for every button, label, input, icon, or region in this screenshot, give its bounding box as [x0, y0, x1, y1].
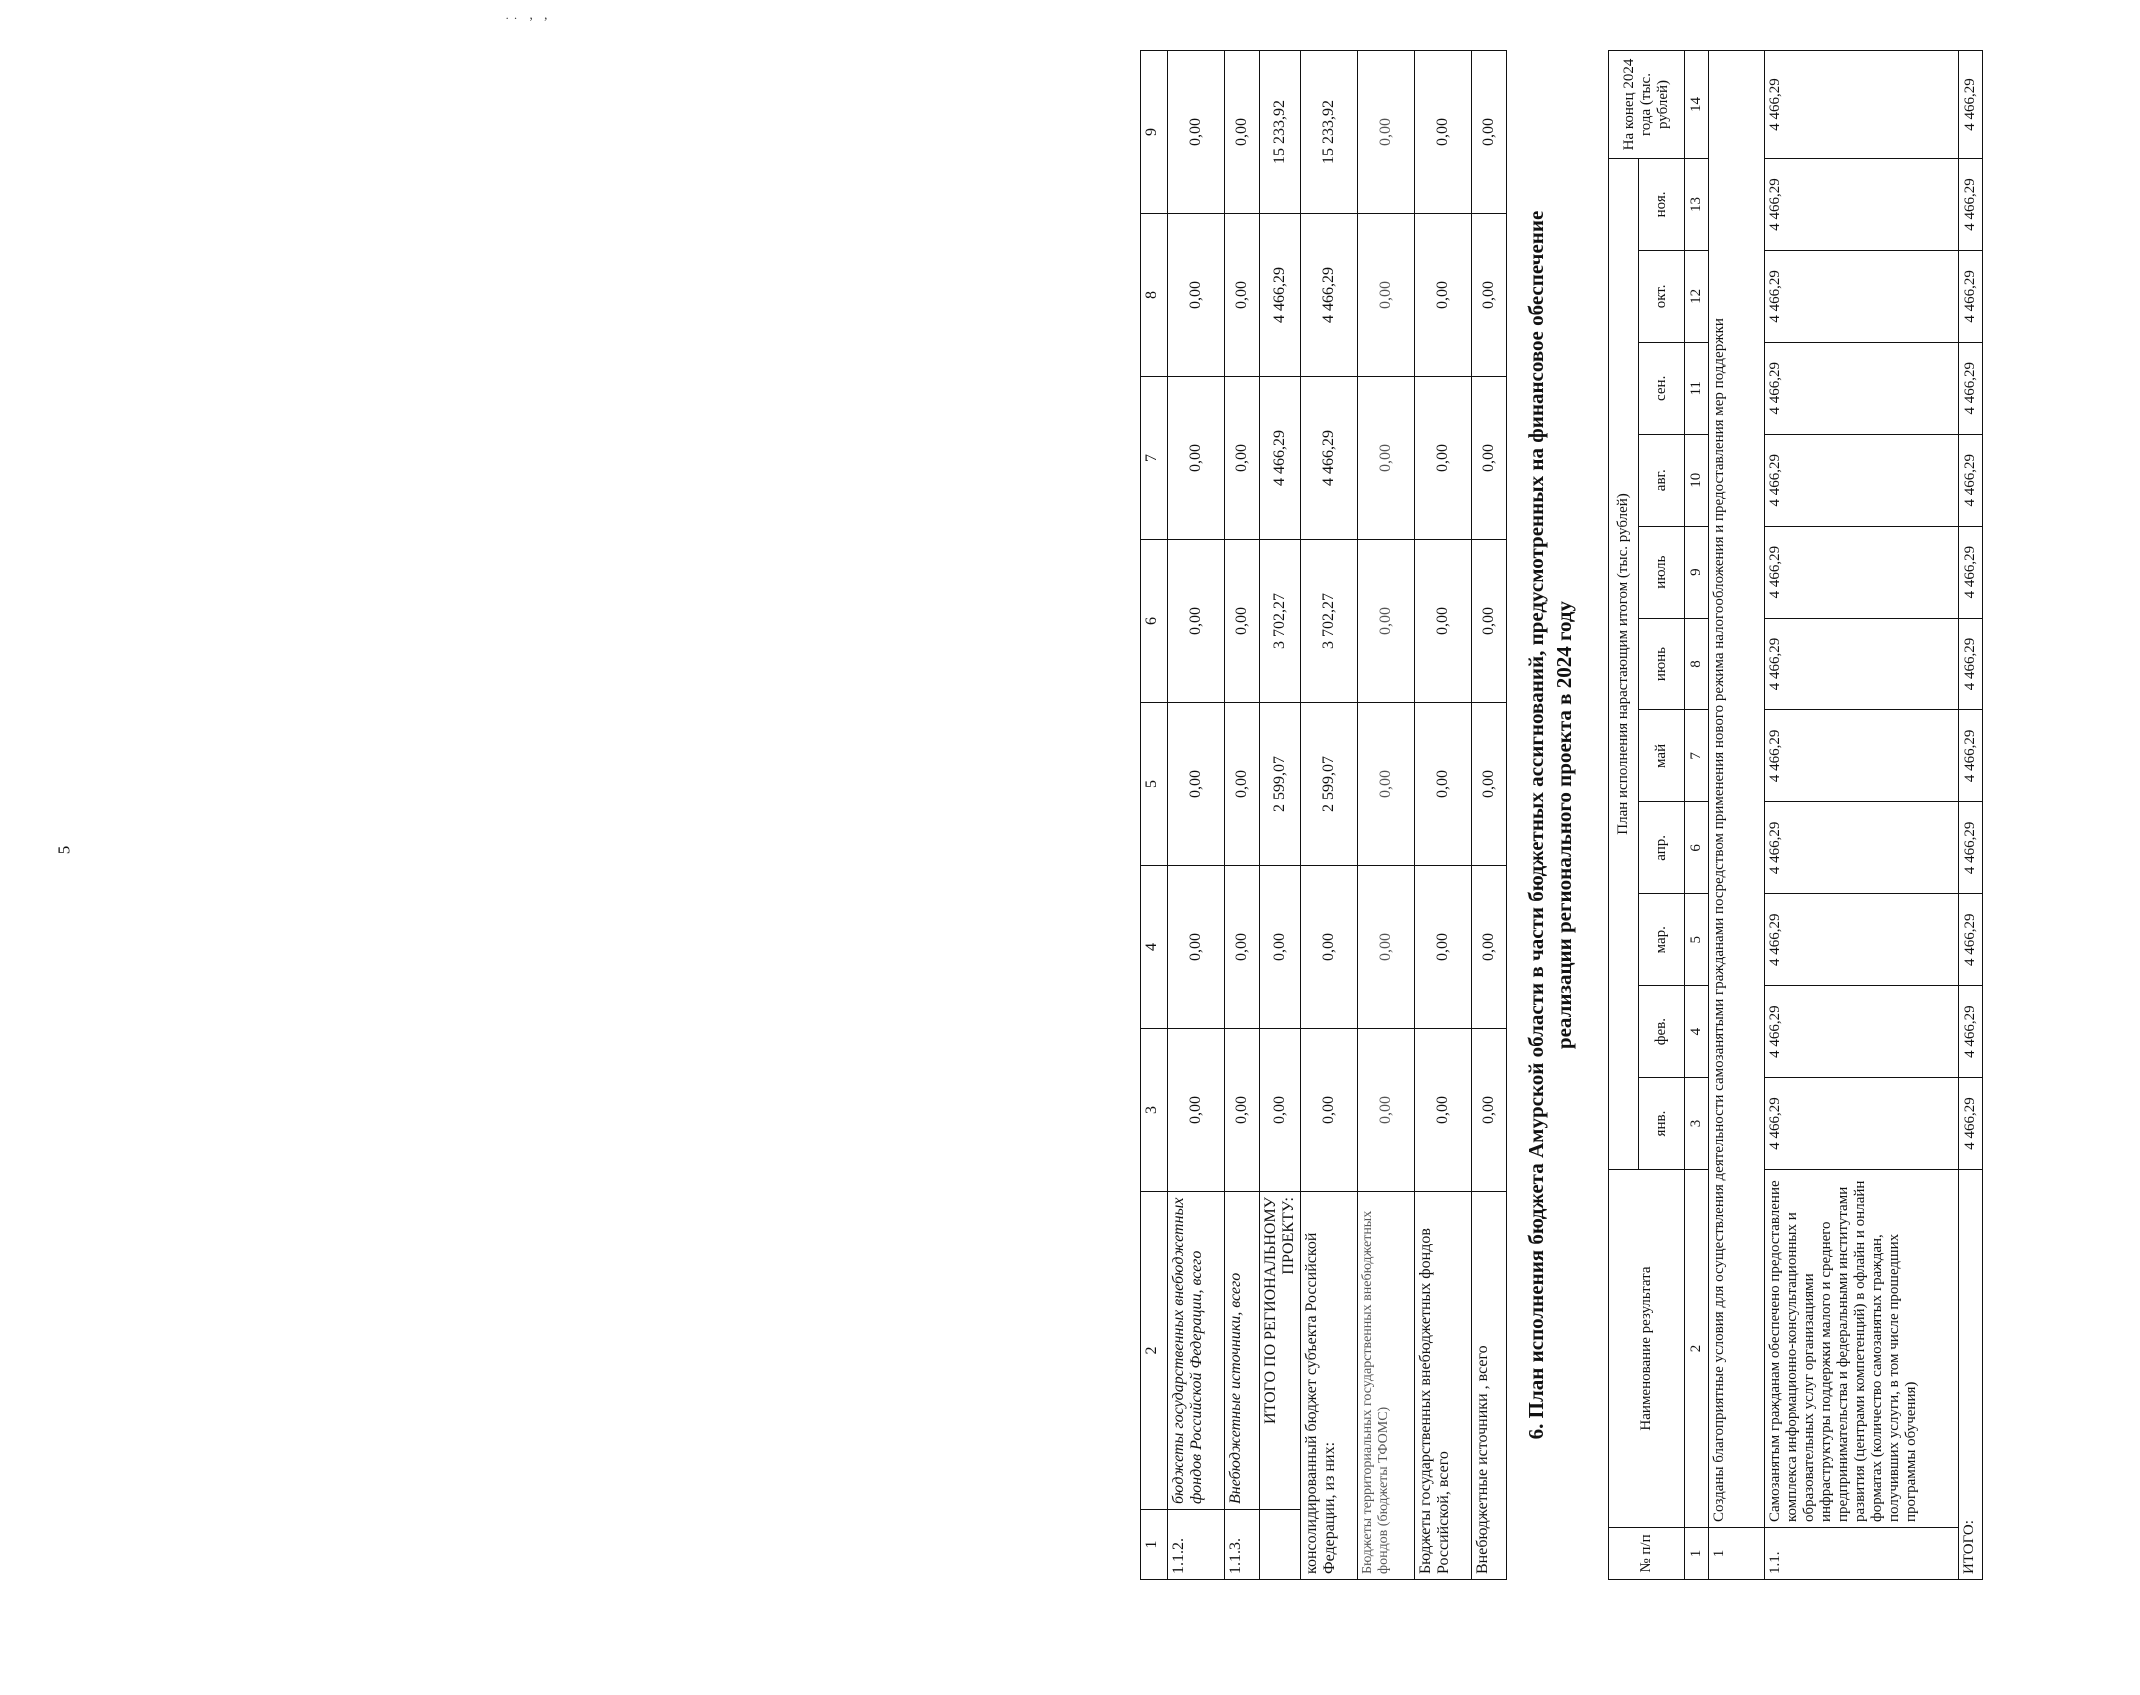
value-cell: 0,00: [1168, 377, 1225, 540]
row-number: 1.1.3.: [1225, 1510, 1260, 1580]
value-cell: 4 466,29: [1959, 710, 1983, 802]
task-text: Созданы благоприятные условия для осуществления деятельности самозанятыми гражданами посредством применения нового режима налогообложения и предоставления мер поддержки: [1709, 51, 1765, 1528]
value-cell: 0,00: [1415, 51, 1472, 214]
table-header-row: [1609, 51, 1639, 1580]
row-name: Внебюджетные источники, всего: [1225, 1192, 1260, 1510]
header-num: № п/п: [1609, 1528, 1685, 1580]
value-cell: 4 466,29: [1765, 710, 1959, 802]
value-cell: 3 702,27: [1260, 540, 1301, 703]
row-name: Бюджеты государственных внебюджетных фондов Российской, всего: [1415, 1192, 1472, 1580]
value-cell: 0,00: [1225, 540, 1260, 703]
value-cell: 4 466,29: [1765, 434, 1959, 526]
value-cell: 0,00: [1225, 51, 1260, 214]
table-row: [1168, 51, 1225, 1580]
value-cell: 4 466,29: [1959, 159, 1983, 251]
month-header: май: [1639, 710, 1685, 802]
value-cell: 0,00: [1358, 51, 1415, 214]
value-cell: 4 466,29: [1959, 802, 1983, 894]
value-cell: 0,00: [1260, 866, 1301, 1029]
value-cell: 4 466,29: [1765, 342, 1959, 434]
month-header: фев.: [1639, 986, 1685, 1078]
value-cell: 4 466,29: [1765, 159, 1959, 251]
column-header: 9: [1141, 51, 1168, 214]
table-row: [1472, 51, 1507, 1580]
header-plan: План исполнения нарастающим итогом (тыс. рублей): [1609, 159, 1639, 1170]
result-text: Самозанятым гражданам обеспечено предоставление комплекса информационно-консультационных и образовательных услуг организациями инфраструктуры поддержки малого и среднего предпринимательства и федеральными институтами развития (центрами компетенций) в офлайн и онлайн форматах (количество самозанятых граждан, получивших услуги, в том числе прошедших программы обучения): [1765, 1170, 1959, 1528]
value-cell: 4 466,29: [1765, 986, 1959, 1078]
value-cell: 4 466,29: [1959, 1078, 1983, 1170]
value-cell: 0,00: [1472, 51, 1507, 214]
value-cell: 0,00: [1225, 214, 1260, 377]
result-row: [1765, 51, 1959, 1580]
value-cell: 0,00: [1415, 1029, 1472, 1192]
value-cell: 0,00: [1358, 214, 1415, 377]
column-header: 8: [1141, 214, 1168, 377]
scan-mark: ˙˙ ’ ’: [505, 14, 552, 29]
value-cell: 0,00: [1415, 377, 1472, 540]
column-number: 1: [1685, 1528, 1709, 1580]
value-cell: 0,00: [1358, 703, 1415, 866]
value-cell: 0,00: [1168, 1029, 1225, 1192]
rotated-page-content: [1140, 30, 2140, 1625]
value-cell: 4 466,29: [1765, 51, 1959, 159]
column-number: 14: [1685, 51, 1709, 159]
row-name: Внебюджетные источники , всего: [1472, 1192, 1507, 1580]
column-number: 6: [1685, 802, 1709, 894]
column-number: 4: [1685, 986, 1709, 1078]
value-cell: 4 466,29: [1959, 434, 1983, 526]
value-cell: 4 466,29: [1959, 986, 1983, 1078]
value-cell: 4 466,29: [1765, 1078, 1959, 1170]
task-row: [1709, 51, 1765, 1580]
value-cell: 0,00: [1301, 866, 1358, 1029]
column-header: 3: [1141, 1029, 1168, 1192]
value-cell: 15 233,92: [1260, 51, 1301, 214]
budget-sources-table: [1140, 50, 1507, 1580]
value-cell: 4 466,29: [1959, 618, 1983, 710]
value-cell: 4 466,29: [1260, 377, 1301, 540]
column-number: 7: [1685, 710, 1709, 802]
value-cell: 4 466,29: [1301, 214, 1358, 377]
value-cell: 0,00: [1260, 1029, 1301, 1192]
value-cell: 0,00: [1168, 540, 1225, 703]
value-cell: 4 466,29: [1959, 250, 1983, 342]
month-header: июнь: [1639, 618, 1685, 710]
header-name: Наименование результата: [1609, 1170, 1685, 1528]
total-row: [1959, 51, 1983, 1580]
month-header: ноя.: [1639, 159, 1685, 251]
value-cell: 4 466,29: [1765, 618, 1959, 710]
value-cell: 0,00: [1225, 377, 1260, 540]
month-header: окт.: [1639, 250, 1685, 342]
value-cell: 0,00: [1358, 1029, 1415, 1192]
row-name: консолидированный бюджет субъекта Российской Федерации, из них:: [1301, 1192, 1358, 1580]
value-cell: 0,00: [1225, 703, 1260, 866]
section-title: [1522, 175, 1579, 1475]
column-header: 4: [1141, 866, 1168, 1029]
table-row: [1260, 51, 1301, 1580]
value-cell: 4 466,29: [1765, 894, 1959, 986]
value-cell: 0,00: [1168, 214, 1225, 377]
value-cell: 2 599,07: [1301, 703, 1358, 866]
value-cell: 0,00: [1301, 1029, 1358, 1192]
value-cell: 0,00: [1225, 1029, 1260, 1192]
value-cell: 0,00: [1358, 866, 1415, 1029]
value-cell: 0,00: [1472, 866, 1507, 1029]
task-number: 1: [1709, 1528, 1765, 1580]
column-number: 3: [1685, 1078, 1709, 1170]
value-cell: 0,00: [1415, 703, 1472, 866]
value-cell: 2 599,07: [1260, 703, 1301, 866]
total-label: ИТОГО:: [1959, 1170, 1983, 1580]
month-header: янв.: [1639, 1078, 1685, 1170]
column-header: 2: [1141, 1192, 1168, 1510]
value-cell: 0,00: [1472, 214, 1507, 377]
table-header-row: [1141, 51, 1168, 1580]
month-header: мар.: [1639, 894, 1685, 986]
section-title-line: 6. План исполнения бюджета Амурской области в части бюджетных ассигнований, предусмотренных на финансовое обеспечение: [1524, 210, 1548, 1440]
column-number: 9: [1685, 526, 1709, 618]
value-cell: 0,00: [1168, 866, 1225, 1029]
value-cell: 15 233,92: [1301, 51, 1358, 214]
table-row: [1225, 51, 1260, 1580]
value-cell: 0,00: [1168, 51, 1225, 214]
value-cell: 0,00: [1168, 703, 1225, 866]
value-cell: 0,00: [1472, 703, 1507, 866]
value-cell: 4 466,29: [1959, 526, 1983, 618]
header-end-of-year: На конец 2024 года (тыс. рублей): [1609, 51, 1685, 159]
value-cell: 0,00: [1358, 377, 1415, 540]
column-number: 2: [1685, 1170, 1709, 1528]
table-row: [1301, 51, 1358, 1580]
result-number: 1.1.: [1765, 1528, 1959, 1580]
column-number: 10: [1685, 434, 1709, 526]
column-header: 1: [1141, 1510, 1168, 1580]
month-header: авг.: [1639, 434, 1685, 526]
value-cell: 0,00: [1415, 866, 1472, 1029]
value-cell: 0,00: [1415, 540, 1472, 703]
value-cell: 4 466,29: [1765, 526, 1959, 618]
month-header: июль: [1639, 526, 1685, 618]
column-header: 7: [1141, 377, 1168, 540]
table-row: [1415, 51, 1472, 1580]
table-row: [1358, 51, 1415, 1580]
month-header: сен.: [1639, 342, 1685, 434]
column-header: 6: [1141, 540, 1168, 703]
value-cell: 4 466,29: [1260, 214, 1301, 377]
column-number: 11: [1685, 342, 1709, 434]
row-name: Бюджеты территориальных государственных внебюджетных фондов (бюджеты ТФОМС): [1358, 1192, 1415, 1580]
column-number: 5: [1685, 894, 1709, 986]
value-cell: 4 466,29: [1959, 51, 1983, 159]
row-name: ИТОГО ПО РЕГИОНАЛЬНОМУ ПРОЕКТУ:: [1260, 1192, 1301, 1510]
budget-plan-table: [1608, 50, 1983, 1580]
value-cell: 3 702,27: [1301, 540, 1358, 703]
value-cell: 0,00: [1472, 377, 1507, 540]
section-title-line: реализации регионального проекта в 2024 году: [1552, 600, 1577, 1050]
value-cell: 4 466,29: [1959, 342, 1983, 434]
row-number: 1.1.2.: [1168, 1510, 1225, 1580]
row-name: бюджеты государственных внебюджетных фондов Российской Федерации, всего: [1168, 1192, 1225, 1510]
page-number: 5: [54, 845, 74, 855]
month-header: апр.: [1639, 802, 1685, 894]
value-cell: 4 466,29: [1959, 894, 1983, 986]
value-cell: 0,00: [1415, 214, 1472, 377]
column-number: 13: [1685, 159, 1709, 251]
value-cell: 0,00: [1358, 540, 1415, 703]
value-cell: 0,00: [1225, 866, 1260, 1029]
row-number: [1260, 1510, 1301, 1580]
value-cell: 0,00: [1472, 1029, 1507, 1192]
value-cell: 4 466,29: [1765, 250, 1959, 342]
value-cell: 4 466,29: [1301, 377, 1358, 540]
column-number: 8: [1685, 618, 1709, 710]
column-numbers-row: [1685, 51, 1709, 1580]
value-cell: 0,00: [1472, 540, 1507, 703]
column-number: 12: [1685, 250, 1709, 342]
column-header: 5: [1141, 703, 1168, 866]
value-cell: 4 466,29: [1765, 802, 1959, 894]
